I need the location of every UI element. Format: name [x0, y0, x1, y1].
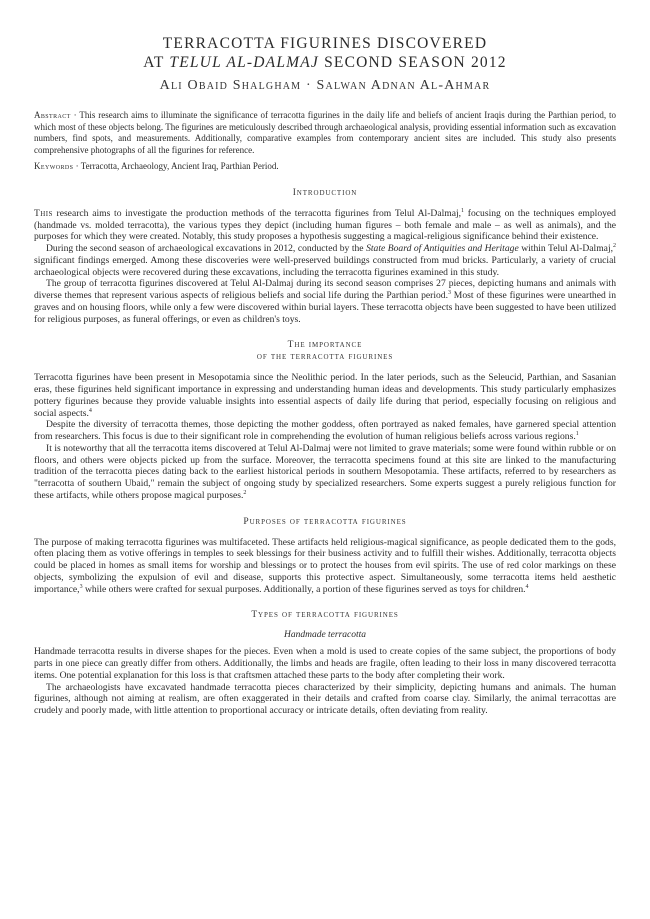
keywords-label: Keywords: [34, 161, 74, 172]
intro-paragraph-3: [34, 278, 616, 325]
importance-p3-text: It is noteworthy that all the terracotta items discovered at Telul Al-Dalmaj were not limited to grave materials; some were found within rubble or on floors, and others were objects picked up from the surface. Moreover, the terracotta specimens found at this site are linked to the manufacturing tradition of the terracotta pieces dating back to the earliest historical periods in southern Mesopotamia. These artifacts, referred to by researchers as "terracotta of southern Ubaid," remain the subject of ongoing study by specialized researchers. Some experts suggest a purely religious function for these artifacts, while others propose magical purposes.: [34, 442, 616, 501]
footnote-ref: 1: [575, 431, 579, 438]
importance-heading-line-2: of the terracotta figurines: [256, 352, 394, 363]
importance-p2-text: Despite the diversity of terracotta themes, those depicting the mother goddess, often portrayed as naked females, have garnered special attention from researchers. This focus is due to their significant role in comprehending the evolution of human religious beliefs across various regions.: [34, 419, 616, 443]
keywords: [34, 161, 616, 173]
intro-p2-text-a: During the second season of archaeological excavations in 2012, conducted by the: [46, 243, 367, 255]
purposes-paragraph-1: [34, 537, 616, 596]
institution-name: State Board of Antiquities and Heritage: [366, 243, 519, 255]
footnote-ref: 3: [448, 290, 452, 297]
purposes-p1-text-a: The purpose of making terracotta figurines was multifaceted. These artifacts held religious-magical significance, as people dedicated them to the gods, often placing them as votive offerings in temples to seek blessings for their business activity and to fulfill their wishes. Additionally, terracotta objects could be placed in homes as small items for worship and blessings or to protect the houses from evil spirits. The use of red color markings on these objects, symbolizing the expulsion of evil and disease, supports this protective aspect. Simultaneously, some terracotta items held aesthetic importance,: [34, 536, 616, 595]
intro-p2-text-c: significant findings emerged. Among these discoveries were well-preserved buildings constructed from mud bricks. Particularly, a variety of crucial archaeological objects were recovered during these excavations, including the terracotta figurines examined in this study.: [34, 254, 616, 278]
title-line-1: TERRACOTTA FIGURINES DISCOVERED: [162, 35, 488, 52]
section-heading-types: Types of terracotta figurines: [251, 610, 399, 621]
importance-p1-text: Terracotta figurines have been present in Mesopotamia since the Neolithic period. In the later periods, such as the Seleucid, Parthian, and Sasanian eras, these figurines held significant importance in expressing and understanding human ideas and developments. This study particularly emphasizes pottery figurines because they provide valuable insights into essential aspects of daily life during that period, especially focusing on religious and social aspects.: [34, 372, 616, 419]
footnote-ref: 1: [461, 207, 465, 214]
author-list: Ali Obaid Shalgham · Salwan Adnan Al-Ahmar: [159, 78, 491, 93]
section-heading-introduction: Introduction: [292, 187, 358, 198]
types-paragraph-1: Handmade terracotta results in diverse shapes for the pieces. Even when a mold is used to create copies of the same subject, the proportions of body parts in one piece can greatly differ from others. Additionally, the limbs and heads are fragile, often leading to their loss in many discovered terracotta items. One potential explanation for this loss is that craftsmen attached these parts to the body after completing their work.: [34, 646, 616, 681]
paper-title: [34, 34, 616, 72]
footnote-ref: 3: [79, 583, 83, 590]
intro-p3-text-a: The group of terracotta figurines discovered at Telul Al-Dalmaj during its second season comprises 27 pieces, depicting humans and animals with diverse themes that represent various aspects of religious beliefs and social life during the Parthian period.: [34, 278, 616, 302]
intro-p1-text-a: research aims to investigate the production methods of the terracotta figurines from Telul Al-Dalmaj,: [52, 207, 462, 219]
importance-paragraph-2: [34, 419, 616, 443]
abstract-label: Abstract: [34, 110, 71, 120]
importance-heading-line-1: The importance: [287, 340, 363, 351]
abstract: [34, 110, 616, 156]
section-heading-importance: [34, 339, 616, 363]
purposes-p1-text-b: while others were crafted for sexual purposes. Additionally, a portion of these figurines served as toys for children.: [82, 583, 526, 595]
title-prefix: AT: [143, 54, 170, 71]
title-line-2: [34, 53, 616, 72]
intro-opener: This: [34, 207, 53, 219]
importance-paragraph-1: [34, 372, 616, 419]
intro-p2-text-b: within Telul Al-Dalmaj,: [518, 243, 614, 255]
keywords-text: · Terracotta, Archaeology, Ancient Iraq, Parthian Period.: [73, 161, 279, 172]
section-heading-purposes: Purposes of terracotta figurines: [243, 516, 407, 527]
footnote-ref: 2: [613, 243, 617, 250]
footnote-ref: 2: [243, 489, 247, 496]
intro-paragraph-2: [34, 243, 616, 278]
intro-paragraph-1: [34, 208, 616, 243]
intro-p3-text-b: Most of these figurines were unearthed in graves and on housing floors, while only a few were discovered within burial layers. These terracotta objects have been suggested to have been utilized for religious purposes, as funeral offerings, or even as children's toys.: [34, 290, 616, 325]
intro-p1-text-b: focusing on the techniques employed (handmade vs. molded terracotta), the various types they depict (including human figures – both female and male – as well as animals), and the purposes for which they were created. Notably, this study proposes a hypothesis suggesting a magical-religious significance behind their existence.: [34, 207, 616, 243]
title-suffix: SECOND SEASON 2012: [319, 54, 507, 71]
subsection-heading-handmade: Handmade terracotta: [283, 630, 367, 641]
abstract-text: · This research aims to illuminate the significance of terracotta figurines in the daily life and beliefs of ancient Iraqis during the Parthian period, to which most of these objects belong. The figurines are meticulously described through archaeological analysis, providing essential information such as excavation numbers, find spots, and measurements. Additionally, comparative examples from contemporary ancient sites are included. This study also presents comprehensive photographs of all the figurines for reference.: [34, 110, 616, 155]
footnote-ref: 4: [88, 407, 92, 414]
title-site-name: TELUL AL-DALMAJ: [169, 54, 320, 71]
types-paragraph-2: The archaeologists have excavated handmade terracotta pieces characterized by their simplicity, depicting humans and animals. The human figurines, although not aiming at realism, are often exaggerated in their details and crafted from coarse clay. Similarly, the animal terracottas are crudely and poorly made, with little attention to proportional accuracy or intricate details, often deviating from reality.: [34, 681, 616, 717]
importance-paragraph-3: [34, 443, 616, 502]
footnote-ref: 4: [525, 583, 529, 590]
